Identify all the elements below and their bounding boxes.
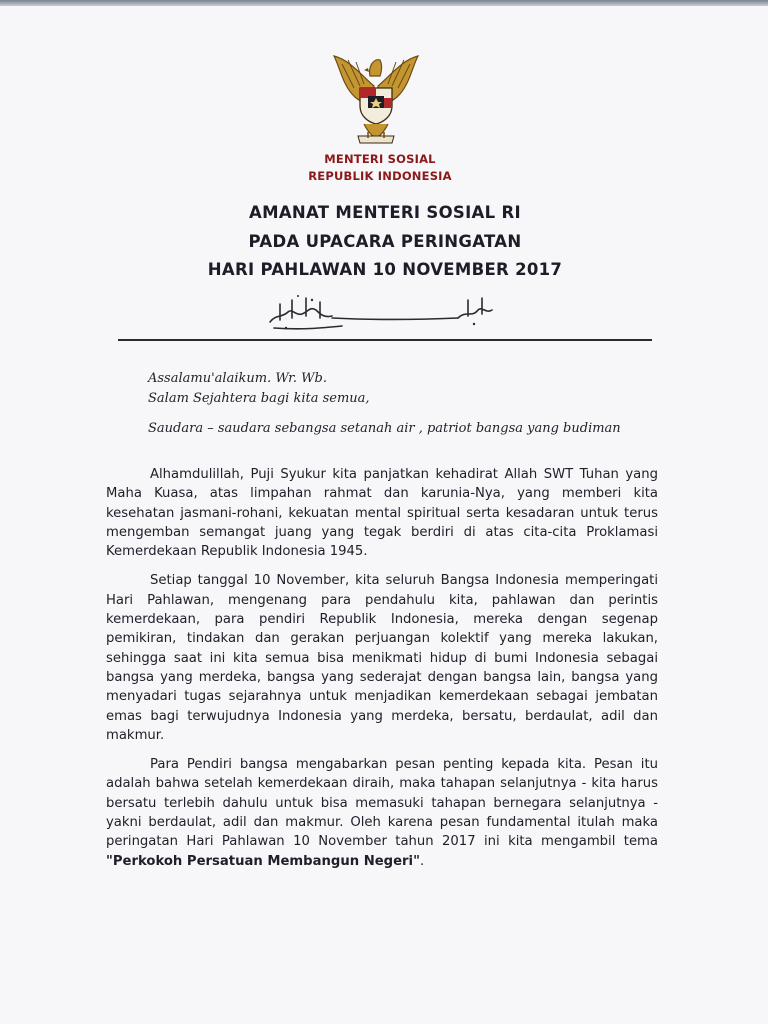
document-title-line-3: HARI PAHLAWAN 10 NOVEMBER 2017 bbox=[207, 260, 563, 279]
theme-period: . bbox=[419, 853, 425, 869]
document-title-line-1: AMANAT MENTERI SOSIAL RI bbox=[249, 203, 521, 222]
greeting-salam: Assalamu'alaikum. Wr. Wb. bbox=[148, 371, 327, 386]
speech-body bbox=[106, 465, 658, 881]
garuda-emblem-icon bbox=[324, 46, 428, 150]
basmala-calligraphy-icon bbox=[262, 288, 498, 334]
greeting-saudara: Saudara – saudara sebangsa setanah air , patriot bangsa yang budiman bbox=[148, 421, 621, 436]
body-paragraph-2: Setiap tanggal 10 November, kita seluruh Bangsa Indonesia memperingati Hari Pahlawan, mengenang para pendahulu kita, pahlawan dan perintis kemerdekaan, para pendiri Republik Indonesia, mereka dengan segenap pemikiran, tindakan dan gerakan perjuangan kolektif yang mereka lakukan, sehingga saat ini kita semua bisa menikmati hidup di bumi Indonesia sebagai bangsa yang merdeka, bangsa yang sederajat dengan bangsa lain, bangsa yang menyadari tugas sejarahnya untuk menjadikan kemerdekaan sebagai jembatan emas bagi terwujudnya Indonesia yang merdeka, bersatu, berdaulat, adil dan makmur. bbox=[106, 573, 658, 743]
header-divider bbox=[118, 339, 652, 341]
greeting-sejahtera: Salam Sejahtera bagi kita semua, bbox=[148, 391, 370, 406]
institution-line-1: MENTERI SOSIAL bbox=[324, 152, 436, 166]
speech-theme: "Perkokoh Persatuan Membangun Negeri" bbox=[106, 853, 420, 869]
body-paragraph-3-text: Para Pendiri bangsa mengabarkan pesan penting kepada kita. Pesan itu adalah bahwa setelah kemerdekaan diraih, maka tahapan selanjutnya - kita harus bersatu terlebih dahulu untuk bisa memasuki tahapan bernegara selanjutnya - yakni berdaulat, adil dan makmur. Oleh karena pesan fundamental itulah maka peringatan Hari Pahlawan 10 November tahun 2017 ini kita mengambil tema bbox=[106, 757, 658, 850]
body-paragraph-3 bbox=[106, 755, 658, 871]
document-title-line-2: PADA UPACARA PERINGATAN bbox=[248, 232, 522, 251]
institution-line-2: REPUBLIK INDONESIA bbox=[308, 169, 452, 183]
body-paragraph-1: Alhamdulillah, Puji Syukur kita panjatkan kehadirat Allah SWT Tuhan yang Maha Kuasa, atas limpahan rahmat dan karunia-Nya, yang memberi kita kesehatan jasmani-rohani, kekuatan mental spiritual serta kesadaran untuk terus mengemban semangat juang yang tegak berdiri di atas cita-cita Proklamasi Kemerdekaan Republik Indonesia 1945. bbox=[106, 467, 658, 560]
